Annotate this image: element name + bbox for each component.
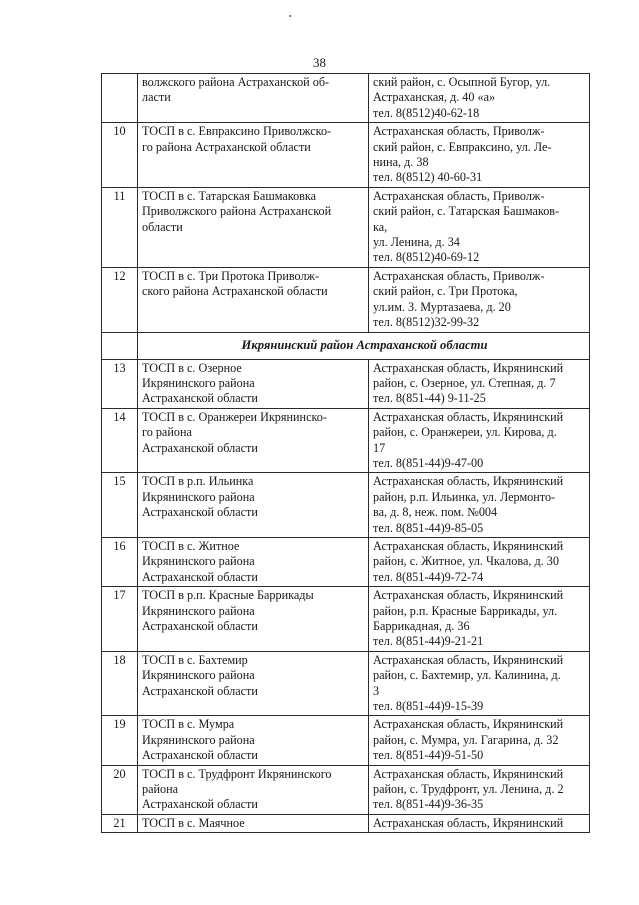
office-address: Астраханская область, Икрянинский район, с. Озерное, ул. Степная, д. 7 тел. 8(851-44) 9-11-25 [369, 359, 590, 408]
table-row [102, 765, 590, 814]
table-row [102, 187, 590, 267]
office-address: Астраханская область, Икрянинский район, с. Мумра, ул. Гагарина, д. 32 тел. 8(851-44)9-51-50 [369, 716, 590, 765]
row-number: 14 [102, 408, 138, 473]
row-number: 12 [102, 267, 138, 332]
office-name: ТОСП в с. Маячное [138, 814, 369, 832]
table-row [102, 651, 590, 716]
office-address: Астраханская область, Икрянинский район, с. Оранжереи, ул. Кирова, д. 17 тел. 8(851-44)9-47-00 [369, 408, 590, 473]
table-row [102, 408, 590, 473]
office-name: волжского района Астраханской об- ласти [138, 74, 369, 123]
row-number: 16 [102, 537, 138, 586]
table-row [102, 716, 590, 765]
table-body-after [102, 359, 590, 833]
scan-dot [289, 15, 291, 17]
offices-table [101, 73, 590, 833]
district-row [102, 332, 590, 359]
office-name: ТОСП в с. Трудфронт Икрянинского района Астраханской области [138, 765, 369, 814]
row-number: 18 [102, 651, 138, 716]
office-address: Астраханская область, Икрянинский район, с. Житное, ул. Чкалова, д. 30 тел. 8(851-44)9-72-74 [369, 537, 590, 586]
office-name: ТОСП в с. Озерное Икрянинского района Астраханской области [138, 359, 369, 408]
office-address: Астраханская область, Икрянинский район, с. Трудфронт, ул. Ленина, д. 2 тел. 8(851-44)9-36-35 [369, 765, 590, 814]
office-name: ТОСП в с. Татарская Башмаковка Приволжского района Астраханской области [138, 187, 369, 267]
office-name: ТОСП в с. Мумра Икрянинского района Астраханской области [138, 716, 369, 765]
table-body-before [102, 74, 590, 333]
office-address: Астраханская область, Икрянинский район, р.п. Ильинка, ул. Лермонто- ва, д. 8, неж. пом. №004 тел. 8(851-44)9-85-05 [369, 473, 590, 538]
table-row [102, 359, 590, 408]
row-number: 21 [102, 814, 138, 832]
row-number: 13 [102, 359, 138, 408]
office-address: Астраханская область, Икрянинский район, с. Бахтемир, ул. Калинина, д. 3 тел. 8(851-44)9-15-39 [369, 651, 590, 716]
district-section [102, 332, 590, 359]
table-row [102, 814, 590, 832]
office-name: ТОСП в р.п. Красные Баррикады Икрянинского района Астраханской области [138, 587, 369, 652]
office-address: Астраханская область, Икрянинский район, р.п. Красные Баррикады, ул. Баррикадная, д. 36 тел. 8(851-44)9-21-21 [369, 587, 590, 652]
table-row [102, 123, 590, 188]
table-row [102, 587, 590, 652]
row-number: 11 [102, 187, 138, 267]
table-row [102, 473, 590, 538]
office-name: ТОСП в с. Оранжереи Икрянинско- го района Астраханской области [138, 408, 369, 473]
row-number: 15 [102, 473, 138, 538]
office-name: ТОСП в с. Три Протока Приволж- ского района Астраханской области [138, 267, 369, 332]
office-address: Астраханская область, Приволж- ский район, с. Евпраксино, ул. Ле- нина, д. 38 тел. 8(8512) 40-60-31 [369, 123, 590, 188]
office-address: Астраханская область, Приволж- ский район, с. Татарская Башмаков- ка, ул. Ленина, д. 34 тел. 8(8512)40-69-12 [369, 187, 590, 267]
office-name: ТОСП в р.п. Ильинка Икрянинского района Астраханской области [138, 473, 369, 538]
office-address: Астраханская область, Икрянинский [369, 814, 590, 832]
row-number [102, 74, 138, 123]
office-address: ский район, с. Осыпной Бугор, ул. Астраханская, д. 40 «а» тел. 8(8512)40-62-18 [369, 74, 590, 123]
page-number: 38 [313, 55, 326, 70]
office-address: Астраханская область, Приволж- ский район, с. Три Протока, ул.им. З. Муртазаева, д. 20 тел. 8(8512)32-99-32 [369, 267, 590, 332]
district-heading: Икрянинский район Астраханской области [138, 332, 590, 359]
table-row [102, 537, 590, 586]
office-name: ТОСП в с. Житное Икрянинского района Астраханской области [138, 537, 369, 586]
district-num-cell [102, 332, 138, 359]
row-number: 20 [102, 765, 138, 814]
row-number: 19 [102, 716, 138, 765]
table-row [102, 74, 590, 123]
table-row [102, 267, 590, 332]
office-name: ТОСП в с. Евпраксино Приволжско- го района Астраханской области [138, 123, 369, 188]
row-number: 17 [102, 587, 138, 652]
office-name: ТОСП в с. Бахтемир Икрянинского района Астраханской области [138, 651, 369, 716]
row-number: 10 [102, 123, 138, 188]
